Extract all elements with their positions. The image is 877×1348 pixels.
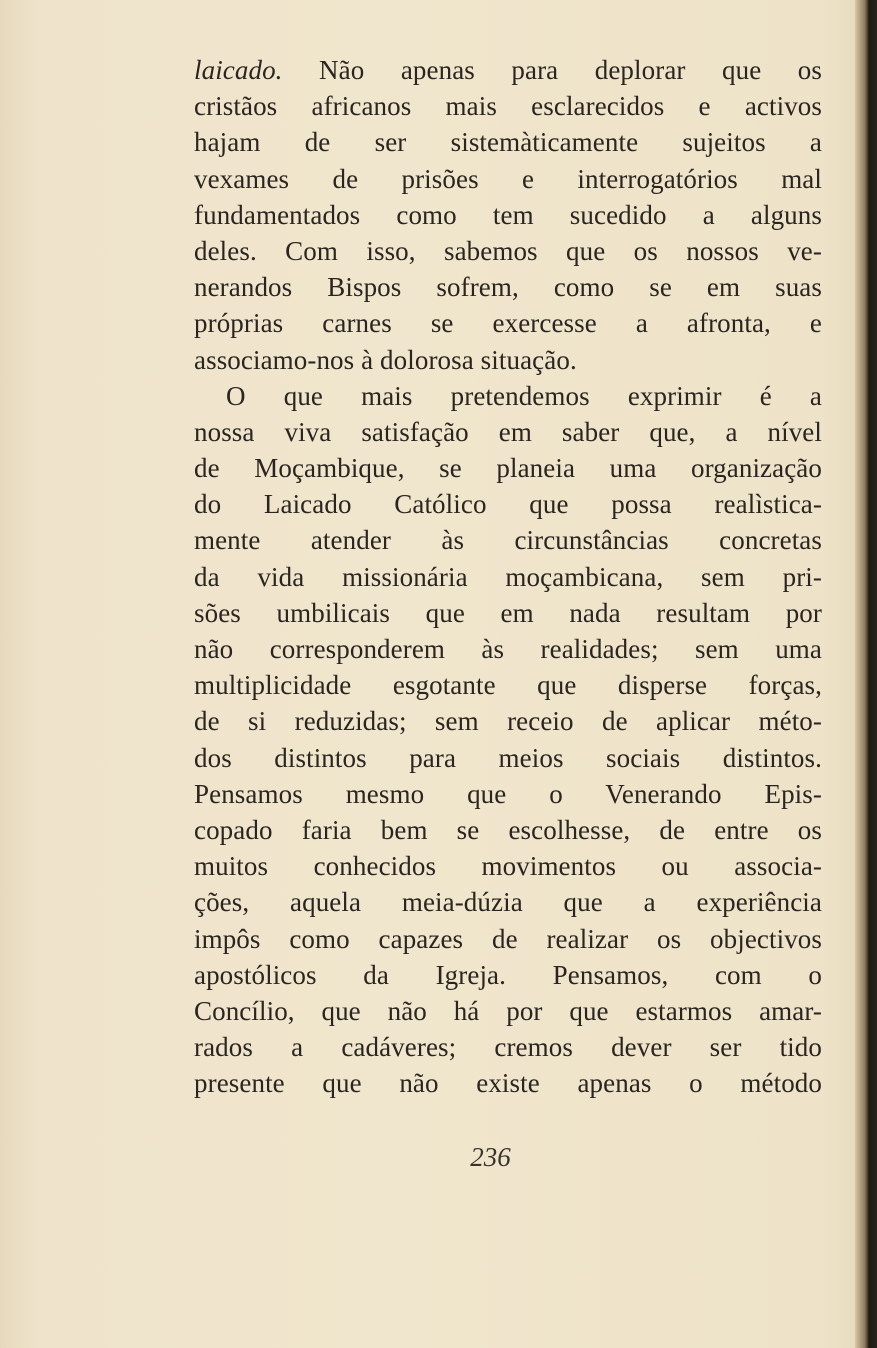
text-line-9: associamo-nos à dolorosa situação. xyxy=(194,344,577,375)
text-line-24: ções, aquela meia-dúzia que a experiência xyxy=(194,887,822,918)
text-line-18: multiplicidade esgotante que disperse forças, xyxy=(194,670,822,701)
text-line-14: mente atender às circunstâncias concretas xyxy=(194,525,822,556)
text-line-22: copado faria bem se escolhesse, de entre os xyxy=(194,814,822,845)
text-line-28: rados a cadáveres; cremos dever ser tido xyxy=(194,1032,822,1063)
text-line-3: hajam de ser sistemàticamente sujeitos a xyxy=(194,127,822,158)
text-line-2: cristãos africanos mais esclarecidos e activos xyxy=(194,91,822,122)
text-line-7: nerandos Bispos sofrem, como se em suas xyxy=(194,272,822,303)
text-line-11: nossa viva satisfação em saber que, a nível xyxy=(194,416,822,447)
text-line-17: não corresponderem às realidades; sem uma xyxy=(194,634,822,664)
text-line-15: da vida missionária moçambicana, sem pri- xyxy=(194,561,822,592)
text-line-13: do Laicado Católico que possa realìstica- xyxy=(194,489,822,520)
text-line-5: fundamentados como tem sucedido a alguns xyxy=(194,199,822,230)
line-text: Não apenas para deplorar que os xyxy=(282,55,822,85)
text-line-27: Concílio, que não há por que estarmos amar- xyxy=(194,995,822,1026)
text-line-10: O que mais pretendemos exprimir é a xyxy=(226,380,822,411)
page-number-text: 236 xyxy=(470,1142,511,1172)
text-line-20: dos distintos para meios sociais distintos. xyxy=(194,742,822,773)
text-line-8: próprias carnes se exercesse a afronta, e xyxy=(194,308,822,339)
body-text xyxy=(194,52,822,1101)
text-line-12: de Moçambique, se planeia uma organização xyxy=(194,453,822,484)
text-line-1 xyxy=(194,52,822,88)
text-line-4: vexames de prisões e interrogatórios mal xyxy=(194,163,822,194)
text-line-19: de si reduzidas; sem receio de aplicar méto- xyxy=(194,706,822,737)
text-line-26: apostólicos da Igreja. Pensamos, com o xyxy=(194,959,822,990)
italic-word: laicado. xyxy=(194,55,283,85)
page-number xyxy=(0,1142,877,1173)
text-line-29: presente que não existe apenas o método xyxy=(194,1068,822,1099)
text-line-23: muitos conhecidos movimentos ou associa- xyxy=(194,851,822,882)
text-line-6: deles. Com isso, sabemos que os nossos ve- xyxy=(194,235,822,266)
text-line-21: Pensamos mesmo que o Venerando Epis- xyxy=(194,778,822,809)
text-line-25: impôs como capazes de realizar os objectivos xyxy=(194,923,822,954)
text-line-16: sões umbilicais que em nada resultam por xyxy=(194,597,822,628)
